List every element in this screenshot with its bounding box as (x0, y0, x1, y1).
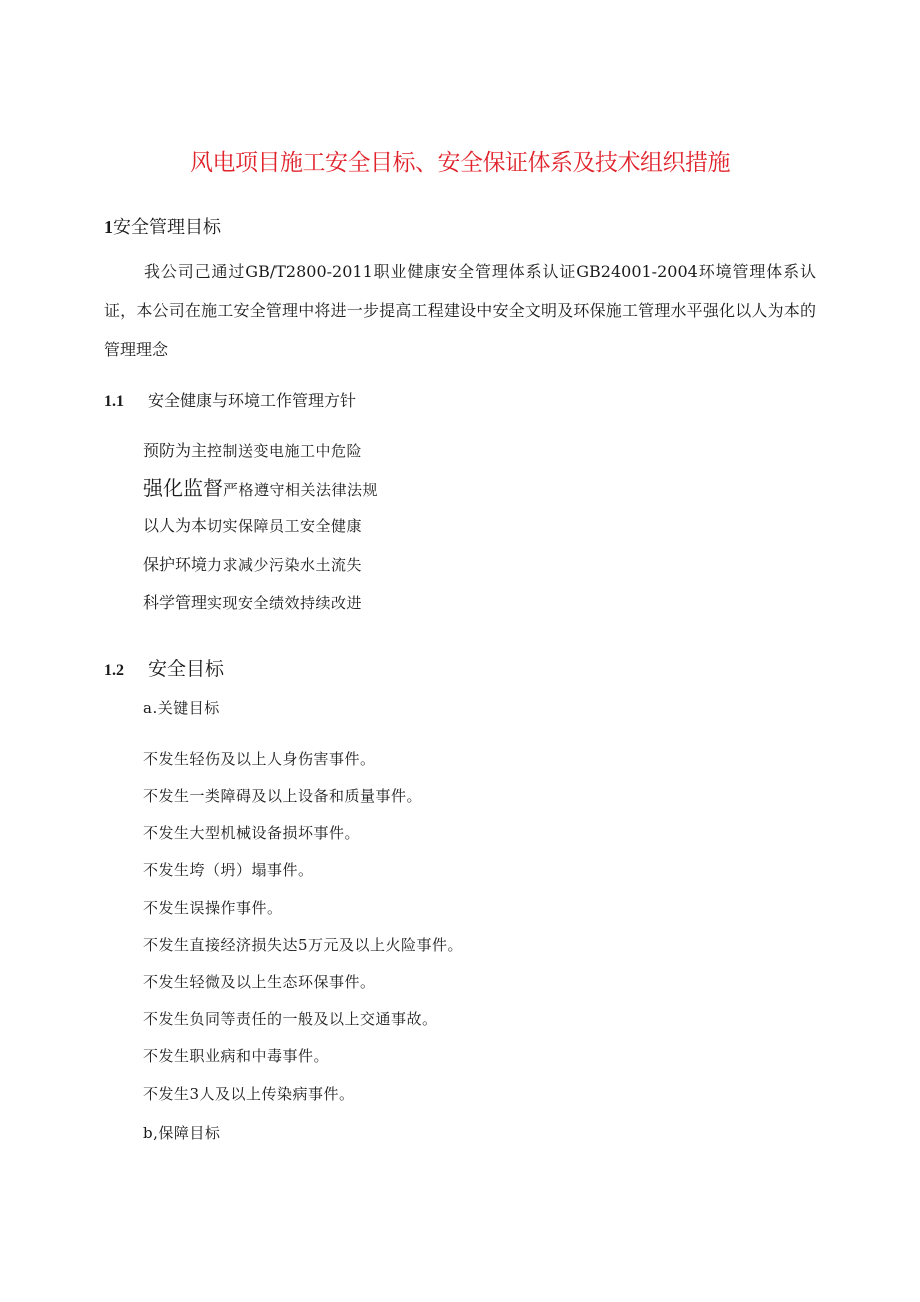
list-item: 不发生大型机械设备损坏事件。 (143, 824, 361, 842)
principle-line (143, 472, 378, 501)
list-item: 不发生垮（坍）塌事件。 (143, 861, 314, 879)
principle-line (143, 590, 362, 613)
section-number: 1 (104, 217, 113, 237)
section-title: 安全目标 (148, 658, 225, 680)
principle-line (143, 438, 362, 461)
list-item: 不发生负同等责任的一般及以上交通事故。 (143, 1010, 438, 1028)
list-item: 不发生一类障碍及以上设备和质量事件。 (143, 787, 423, 805)
principle-text: 切实保障员工安全健康 (207, 517, 363, 535)
list-item: 不发生轻伤及以上人身伤害事件。 (143, 750, 376, 768)
subheading-a: a.关键目标 (143, 699, 220, 717)
section-1-2-heading (104, 654, 224, 681)
section-number: 1.1 (104, 393, 124, 410)
section-1-heading (104, 213, 221, 239)
document-title: 风电项目施工安全目标、安全保证体系及技术组织措施 (190, 150, 730, 176)
principle-text: 力求减少污染水土流失 (207, 556, 363, 574)
principle-text: 控制送变电施工中危险 (207, 442, 363, 460)
list-item: 不发生职业病和中毒事件。 (143, 1047, 330, 1065)
section-title: 安全健康与环境工作管理方针 (148, 391, 357, 410)
section-1-paragraph: 我公司己通过GB/T2800-2011职业健康安全管理体系认证GB24001-2004环境管理体系认证，本公司在施工安全管理中将进一步提高工程建设中安全文明及环保施工管理水平强化以人为本的管理理念 (104, 262, 816, 359)
principle-text: 严格遵守相关法律法规 (223, 481, 379, 499)
principle-key: 以人为本 (143, 516, 208, 535)
principle-line (143, 552, 362, 575)
principle-key: 保护环境 (143, 555, 208, 574)
list-item: 不发生直接经济损失达5万元及以上火险事件。 (143, 936, 464, 954)
principle-text: 实现安全绩效持续改进 (207, 594, 363, 612)
principle-key: 强化监督 (143, 476, 223, 500)
list-item: 不发生轻微及以上生态环保事件。 (143, 973, 376, 991)
list-item: 不发生误操作事件。 (143, 899, 283, 917)
section-title: 安全管理目标 (113, 217, 221, 238)
section-1-1-heading (104, 388, 356, 411)
principle-key: 预防为主 (143, 441, 208, 460)
principle-line (143, 513, 362, 536)
section-number: 1.2 (104, 662, 124, 679)
list-item: 不发生3人及以上传染病事件。 (143, 1085, 355, 1103)
principle-key: 科学管理 (143, 593, 208, 612)
subheading-b: b,保障目标 (143, 1124, 221, 1142)
